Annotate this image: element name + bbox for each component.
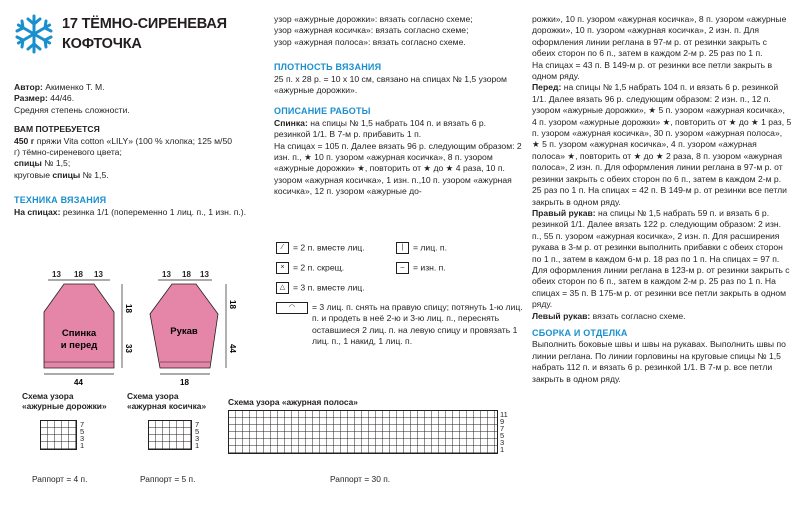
scheme3-label: Схема узора «ажурная полоса» <box>228 397 358 407</box>
dim-18-sleeve: 18 <box>180 378 189 387</box>
purl-stitch-icon: – <box>396 262 409 274</box>
dim-top-5: 18 <box>182 270 191 279</box>
dim-top-3: 13 <box>94 270 103 279</box>
body-label-2: и перед <box>60 340 98 351</box>
dim-44-sleeve: 44 <box>228 344 237 353</box>
scheme3-rows: 11 9 7 5 3 1 <box>500 410 508 454</box>
column-1: Автор: Акименко Т. М. Размер: 44/46. Средняя степень сложности. ВАМ ПОТРЕБУЕТСЯ 450 г пряжи Vita cotton «LILY» (100 % хлопка; 125 м/50 г) тёмно-сиреневого цвета; спицы № 1,5; круговые спицы № 1,5. ТЕХНИКА ВЯЗАНИЯ На спицах: резинка 1/1 (попеременно 1 лиц. п., 1 изн. п.). <box>14 82 246 217</box>
dim-top-1: 13 <box>52 270 61 279</box>
cross-2-icon: × <box>276 262 289 274</box>
dim-top-4: 13 <box>162 270 171 279</box>
snowflake-icon <box>14 14 54 54</box>
knit-3-together-icon: △ <box>276 282 289 294</box>
dim-44: 44 <box>74 378 83 387</box>
sleeve-label: Рукав <box>170 326 198 337</box>
dim-top-2: 18 <box>74 270 83 279</box>
dim-side-body: 18 <box>124 304 133 313</box>
scheme1-rapport: Раппорт = 4 п. <box>32 474 88 484</box>
page-title: 17 ТЁМНО-СИРЕНЕВАЯ КОФТОЧКА <box>62 16 227 52</box>
column-2: узор «ажурные дорожки»: вязать согласно схеме; узор «ажурная косичка»: вязать согласно схеме; узор «ажурная полоса»: вязать согласно схеме. ПЛОТНОСТЬ ВЯЗАНИЯ 25 п. х 28 р. = 10 х 10 см, связано на спицах № 1,5 узором «ажурные дорожки». ОПИСАНИЕ РАБОТЫ Спинка: на спицы № 1,5 набрать 104 п. и вязать 6 р. резинкой 1/1. В 7-м р. прибавить 1 п. На спицах = 105 п. Далее вязать 96 р. следующим образом: 2 изн. п., ★ 10 п. узором «ажурная косичка», 8 п. узором «ажурные дорожки» ★, повторить от ★ до ★ 4 раза, 10 п. узором «ажурная косичка», 1 изн. п.,10 п. узором «ажурная косичка», 12 п. узором «ажурные до- <box>274 14 522 197</box>
scheme1-grid <box>40 420 77 450</box>
symbol-legend: ⁄ = 2 п. вместе лиц. | = лиц. п. × = 2 п. скрещ. – = изн. п. △ = 3 п. вместе лиц. ◠ = 3 лиц. п. снять на правую спицу; потянуть 1-ю лиц. п. и продеть в неё 2-ю и 3-ю лиц. п., переснять оставшиеся 2 лиц. п. на левую спицу и провязать 1 лиц. п., 1 накид, 1 лиц. п. <box>276 242 526 348</box>
scheme2-rapport: Раппорт = 5 п. <box>140 474 196 484</box>
scheme1-rows: 7 5 3 1 <box>80 420 85 450</box>
cable-3-icon: ◠ <box>276 302 308 314</box>
dim-top-6: 13 <box>200 270 209 279</box>
scheme3-grid <box>228 410 498 454</box>
scheme2-label: Схема узора «ажурная косичка» <box>127 391 207 411</box>
dim-33: 33 <box>124 344 133 353</box>
scheme2-rows: 7 5 3 1 <box>195 420 200 450</box>
scheme2-grid <box>148 420 192 450</box>
scheme3-rapport: Раппорт = 30 п. <box>330 474 391 484</box>
scheme1-label: Схема узора «ажурные дорожки» <box>22 391 107 411</box>
knit-2-together-icon: ⁄ <box>276 242 289 254</box>
garment-diagram <box>14 262 264 390</box>
body-label-1: Спинка <box>61 328 97 339</box>
column-3: рожки», 10 п. узором «ажурная косичка», 8 п. узором «ажурные дорожки», 10 п. узором «ажурная косичка», 2 изн. п. Для оформления линии реглана в 97-м р. от резинки закрыть с обеих сторон по 6 п., затем в каждом 2-м р. 25 раз по 1 п. На спицах = 43 п. В 149-м р. от резинки все петли закрыть в одном ряду. Перед: на спицы № 1,5 набрать 104 п. и вязать 6 р. резинкой 1/1. Далее вязать 96 р. следующим образом: 2 изн. п., 12 п. узором «ажурные дорожки», ★ 5 п. узором «ажурная косичка», 4 п. узором «ажурные дорожки» ★, повторить от ★ до ★ 1 раз, 5 п. узором «ажурная косичка», 30 п. узором «ажурная полоса», ★ 5 п. узором «ажурная косичка», 4 п. узором «ажурная полоса» ★, повторить от ★ до ★ 2 раза, 8 п. узором «ажурная полоса», 2 изн. п. Для оформления линии реглана в 97-м р. от резинки закрыть с обеих сторон по 6 п., затем в каждом 2-м р. 25 раз по 1 п. На спицах = 42 п. В 149-м р. от резинки все петли закрыть в одном ряду. Правый рукав: на спицы № 1,5 набрать 59 п. и вязать 6 р. резинкой 1/1. Далее вязать 122 р. следующим образом: 2 изн. п., 55 п. узором «ажурная косичка», 2 изн. п. Для расширения рукава в 3-м р. от резинки выполнить прибавки с обеих сторон по 1 п., затем в каждом 6-м р. 18 раз по 1 п. На спицах = 97 п. Для оформления линии реглана в 123-м р. от резинки закрыть с обеих сторон по 6 п., затем в каждом 2-м р. 25 раз по 1 п. На спицах = 35 п. В 175-м р. от резинки все петли закрыть в одном ряду. Левый рукав: вязать согласно схеме. СБОРКА И ОТДЕЛКА Выполнить боковые швы и швы на рукавах. Выполнить швы по линии реглана. По линии горловины на круговые спицы № 1,5 набрать 112 п. и вязать 6 р. резинкой 1/1. В 7-м р. все петли закрыть в одном ряду. <box>532 14 792 384</box>
dim-18-side: 18 <box>228 300 237 309</box>
knit-stitch-icon: | <box>396 242 409 254</box>
